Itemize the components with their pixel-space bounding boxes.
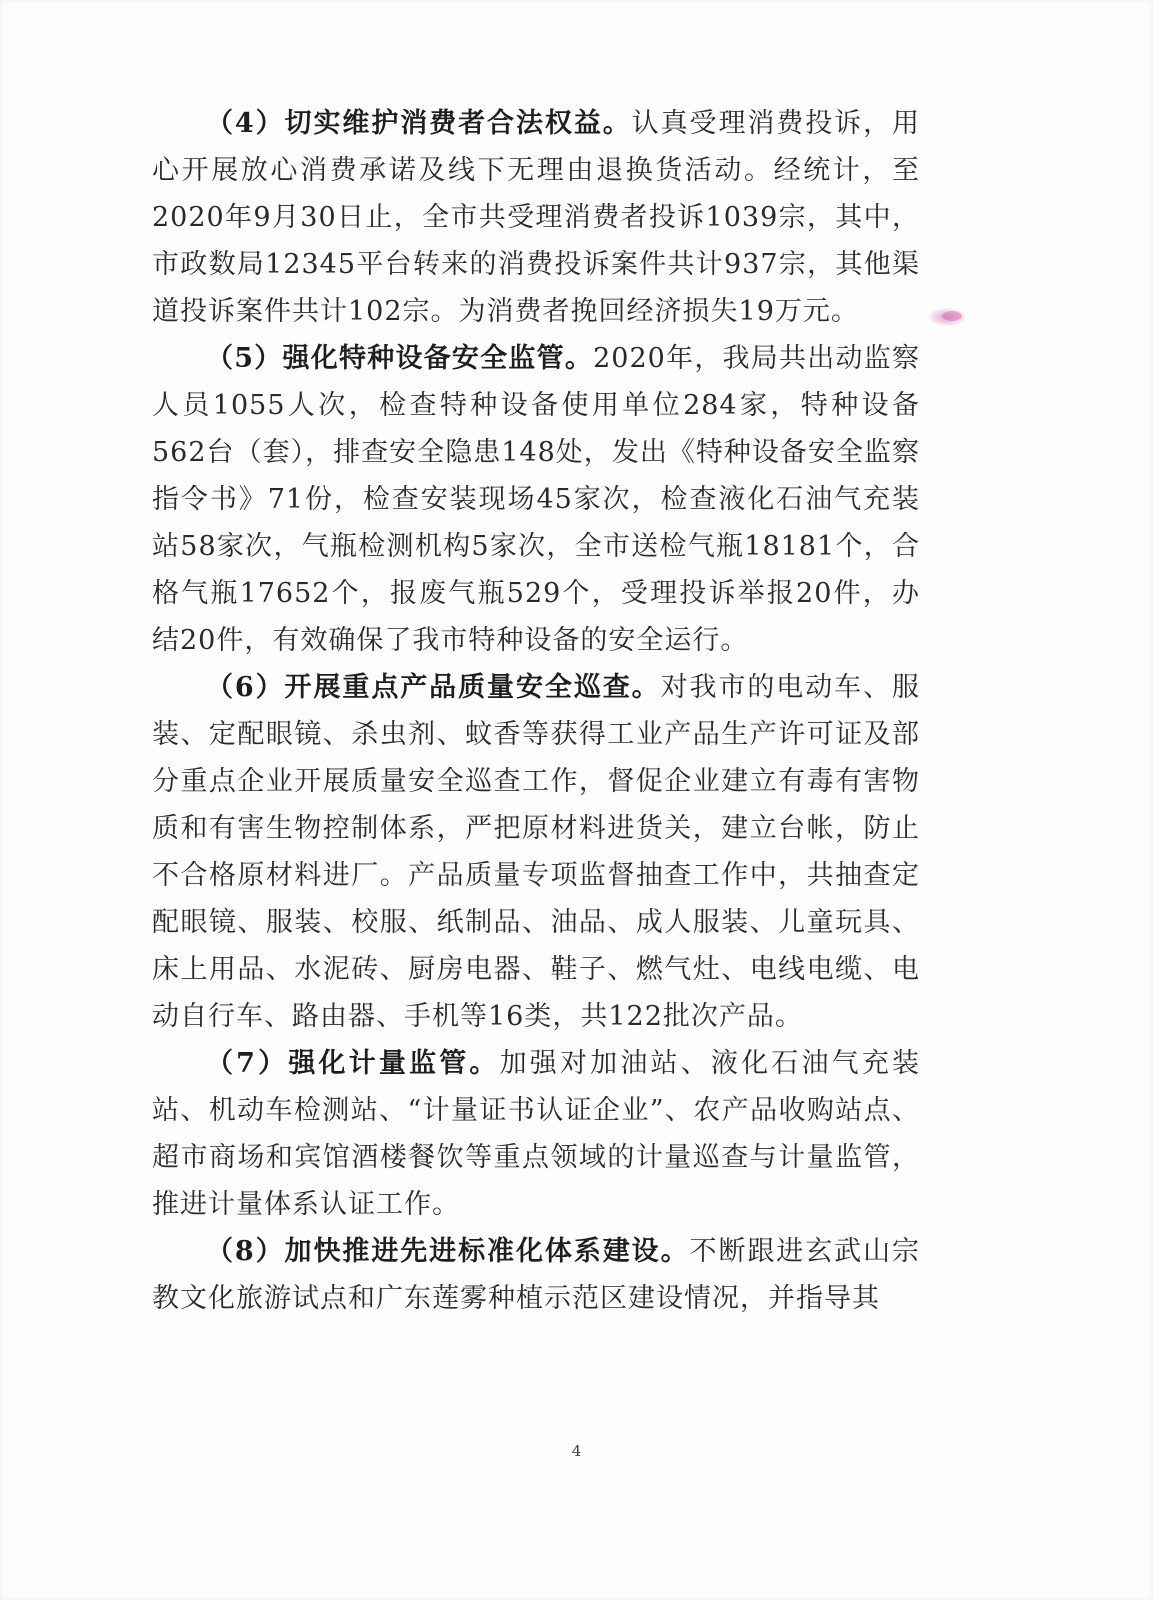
paragraph-heading: （5）强化特种设备安全监管。 [206, 343, 594, 374]
paragraph-standardization [152, 1228, 920, 1322]
paragraph-special-equipment [152, 335, 920, 664]
paragraph-text: 2020年，我局共出动监察人员1055人次，检查特种设备使用单位284家，特种设备562台（套），排查安全隐患148处，发出《特种设备安全监察指令书》71份，检查安装现场45家次，检查液化石油气充装站58家次，气瓶检测机构5家次，全市送检气瓶18181个，合格气瓶17652个，报废气瓶529个，受理投诉举报20件，办结20件，有效确保了我市特种设备的安全运行。 [152, 343, 920, 656]
page-number: 4 [571, 1442, 582, 1460]
paragraph-text: 对我市的电动车、服装、定配眼镜、杀虫剂、蚊香等获得工业产品生产许可证及部分重点企业开展质量安全巡查工作，督促企业建立有毒有害物质和有害生物控制体系，严把原材料进货关，建立台帐，防止不合格原材料进厂。产品质量专项监督抽查工作中，共抽查定配眼镜、服装、校服、纸制品、油品、成人服装、儿童玩具、床上用品、水泥砖、厨房电器、鞋子、燃气灶、电线电缆、电动自行车、路由器、手机等16类，共122批次产品。 [152, 672, 920, 1032]
paragraph-consumer-rights [152, 100, 920, 335]
ink-stain [928, 308, 966, 326]
paragraph-metrology [152, 1040, 920, 1228]
paragraph-text: 认真受理消费投诉，用心开展放心消费承诺及线下无理由退换货活动。经统计，至2020年9月30日止，全市共受理消费者投诉1039宗，其中，市政数局12345平台转来的消费投诉案件共计937宗，其他渠道投诉案件共计102宗。为消费者挽回经济损失19万元。 [152, 108, 920, 327]
paragraph-product-quality [152, 664, 920, 1040]
paragraph-text: 加强对加油站、液化石油气充装站、机动车检测站、“计量证书认证企业”、农产品收购站点、超市商场和宾馆酒楼餐饮等重点领域的计量巡查与计量监管，推进计量体系认证工作。 [152, 1048, 921, 1220]
paragraph-heading: （8）加快推进先进标准化体系建设。 [206, 1236, 690, 1267]
paragraph-text: 不断跟进玄武山宗教文化旅游试点和广东莲雾种植示范区建设情况，并指导其 [152, 1236, 920, 1314]
paragraph-heading: （4）切实维护消费者合法权益。 [206, 108, 632, 139]
paragraph-heading: （7）强化计量监管。 [206, 1048, 500, 1079]
paragraph-heading: （6）开展重点产品质量安全巡查。 [206, 672, 661, 703]
document-body [152, 100, 920, 1322]
